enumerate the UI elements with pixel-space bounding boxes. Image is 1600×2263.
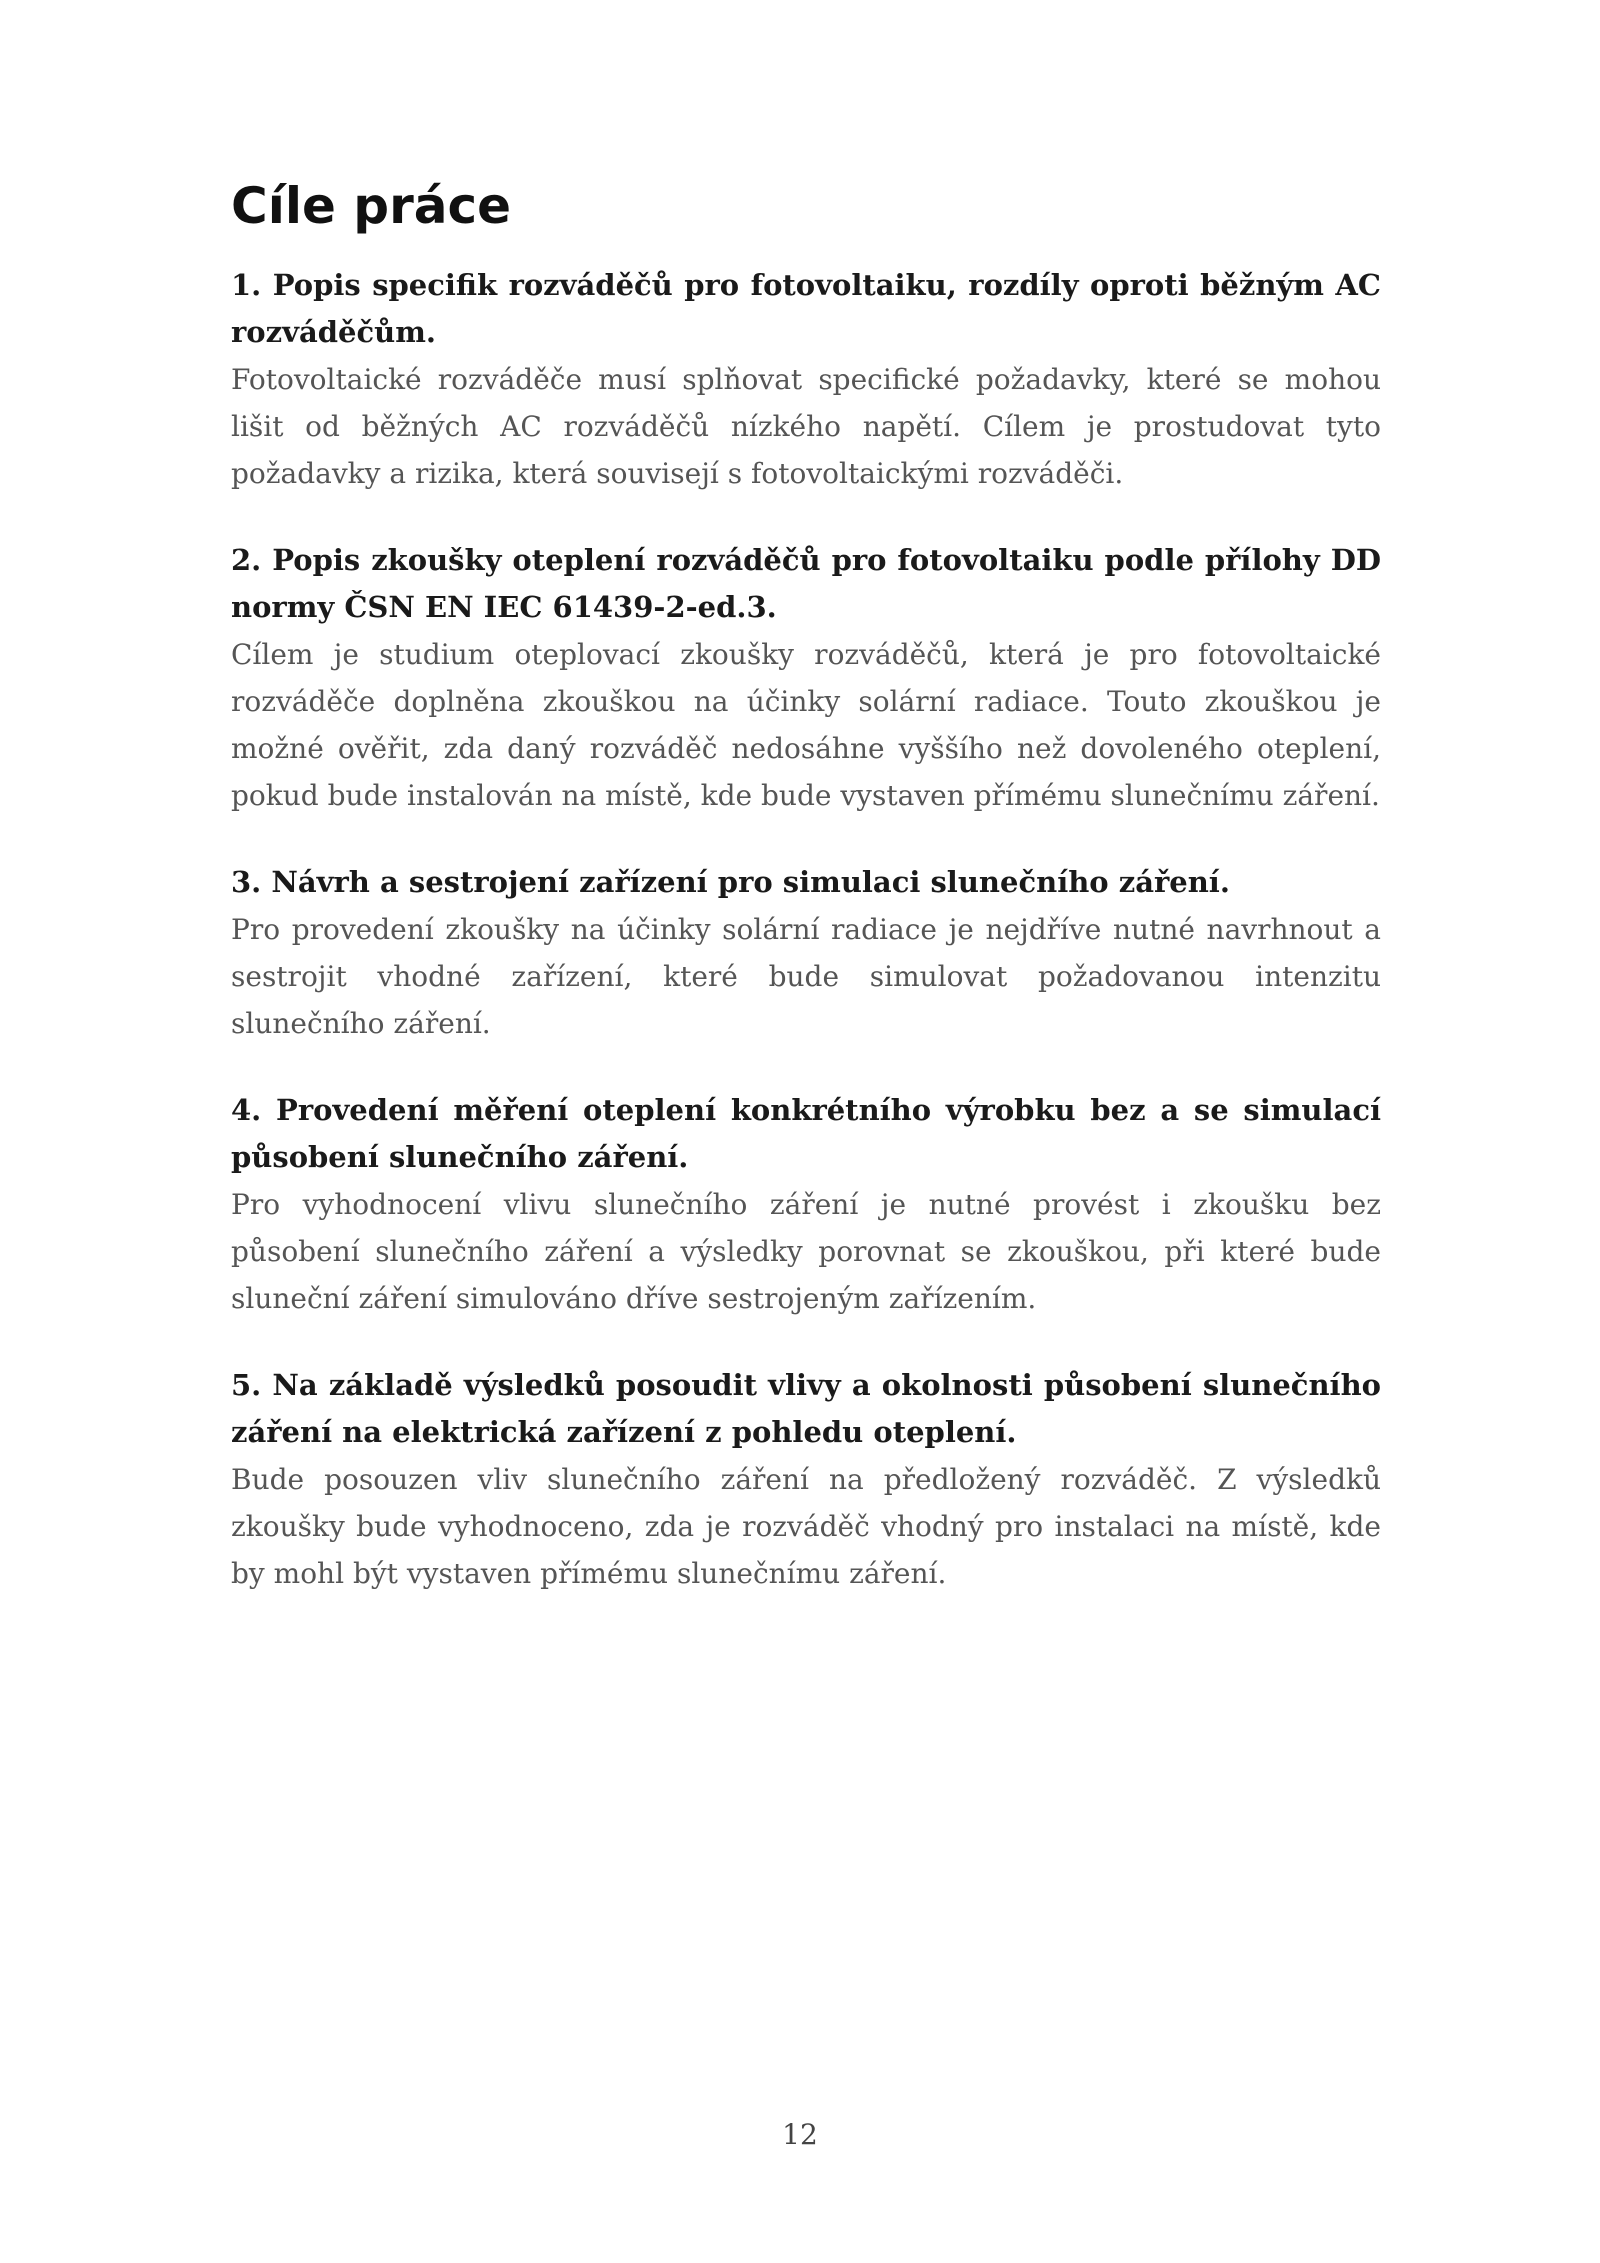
goal-heading: 2. Popis zkoušky oteplení rozváděčů pro fotovoltaiku podle přílohy DD normy ČSN EN IEC 61439-2-ed.3. <box>231 543 1381 624</box>
goal-item-1 <box>231 262 1381 497</box>
goal-heading: 5. Na základě výsledků posoudit vlivy a okolnosti působení slunečního záření na elektrická zařízení z pohledu oteplení. <box>231 1368 1381 1449</box>
goal-body: Fotovoltaické rozváděče musí splňovat specifické požadavky, které se mohou lišit od běžných AC rozváděčů nízkého napětí. Cílem je prostudovat tyto požadavky a rizika, která souvisejí s fotovoltaickými rozváděči. <box>231 363 1381 490</box>
goal-heading: 3. Návrh a sestrojení zařízení pro simulaci slunečního záření. <box>231 865 1230 899</box>
goal-item-2 <box>231 537 1381 819</box>
page-content <box>231 176 1381 1637</box>
goal-body: Pro vyhodnocení vlivu slunečního záření je nutné provést i zkoušku bez působení slunečního záření a výsledky porovnat se zkouškou, při které bude sluneční záření simulováno dříve sestrojeným zařízením. <box>231 1188 1381 1315</box>
goal-heading: 4. Provedení měření oteplení konkrétního výrobku bez a se simulací působení slunečního záření. <box>231 1093 1381 1174</box>
page-title: Cíle práce <box>231 177 512 235</box>
goal-item-5 <box>231 1362 1381 1597</box>
page-number: 12 <box>782 2118 818 2151</box>
goal-body: Bude posouzen vliv slunečního záření na předložený rozváděč. Z výsledků zkoušky bude vyhodnoceno, zda je rozváděč vhodný pro instalaci na místě, kde by mohl být vystaven přímému slunečnímu záření. <box>231 1463 1381 1590</box>
goal-item-4 <box>231 1087 1381 1322</box>
goal-item-3 <box>231 859 1381 1047</box>
goal-body: Cílem je studium oteplovací zkoušky rozváděčů, která je pro fotovoltaické rozváděče doplněna zkouškou na účinky solární radiace. Touto zkouškou je možné ověřit, zda daný rozváděč nedosáhne vyššího než dovoleného oteplení, pokud bude instalován na místě, kde bude vystaven přímému slunečnímu záření. <box>231 638 1381 812</box>
goal-heading: 1. Popis specifik rozváděčů pro fotovoltaiku, rozdíly oproti běžným AC rozváděčům. <box>231 268 1381 349</box>
goal-body: Pro provedení zkoušky na účinky solární radiace je nejdříve nutné navrhnout a sestrojit vhodné zařízení, které bude simulovat požadovanou intenzitu slunečního záření. <box>231 913 1381 1040</box>
